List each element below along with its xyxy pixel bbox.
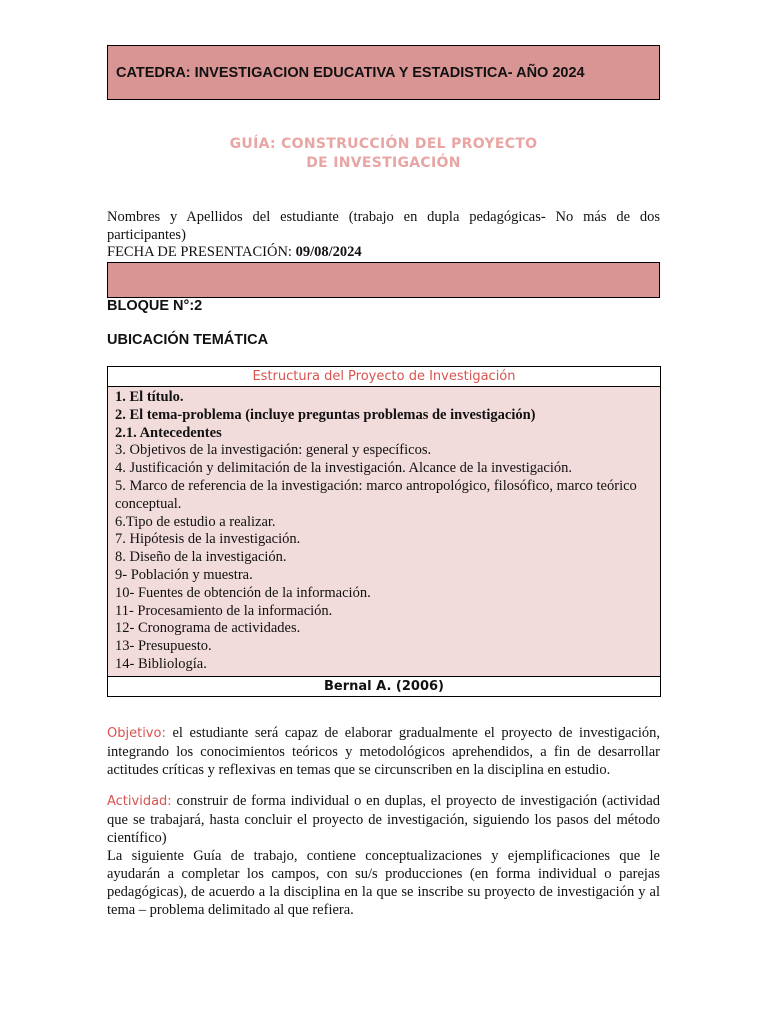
structure-item: 5. Marco de referencia de la investigación: marco antropológico, filosófico, marco teórico conceptual. <box>115 477 637 512</box>
course-title: CATEDRA: INVESTIGACION EDUCATIVA Y ESTADISTICA- AÑO 2024 <box>116 64 585 81</box>
student-name-label: Nombres y Apellidos del estudiante (trabajo en dupla pedagógicas- No más de dos participantes) <box>107 209 660 243</box>
structure-item: 13- Presupuesto. <box>115 638 212 655</box>
presentation-date <box>107 243 660 261</box>
structure-item: 6.Tipo de estudio a realizar. <box>115 513 276 530</box>
structure-item: 9- Población y muestra. <box>115 566 253 583</box>
structure-item: 1. El título. <box>115 389 184 405</box>
student-name-field[interactable] <box>107 262 660 298</box>
activity-label: Actividad: <box>107 794 172 809</box>
thematic-location-heading: UBICACIÓN TEMÁTICA <box>107 332 269 348</box>
structure-table-source: Bernal A. (2006) <box>108 676 660 696</box>
activity-text: construir de forma individual o en duplas, el proyecto de investigación (actividad que se trabajará, hasta concluir el proyecto de investigación, siguiendo los pasos del método científico) <box>107 793 660 846</box>
structure-item: 7. Hipótesis de la investigación. <box>115 531 301 548</box>
block-number: BLOQUE N°:2 <box>107 298 203 314</box>
presentation-date-label: FECHA DE PRESENTACIÓN: <box>107 244 296 260</box>
structure-item: 2.1. Antecedentes <box>115 424 222 441</box>
structure-item: 11- Procesamiento de la información. <box>115 602 333 619</box>
objective-label: Objetivo: <box>107 726 166 741</box>
course-header <box>107 45 660 100</box>
activity-line <box>107 792 660 847</box>
structure-item: 14- Bibliología. <box>115 655 207 672</box>
structure-item: 2. El tema-problema (incluye preguntas problemas de investigación) <box>115 406 536 423</box>
activity-guide-text: La siguiente Guía de trabajo, contiene conceptualizaciones y ejemplificaciones que le ayudarán a completar los campos, con su/s producciones (en forma individual o parejas pedagógicas), de acuerdo a la disciplina en la que se inscribe su proyecto de investigación y al tema – problema delimitado al que refiera. <box>107 848 660 918</box>
structure-table-title: Estructura del Proyecto de Investigación <box>108 367 660 387</box>
structure-item: 12- Cronograma de actividades. <box>115 620 301 637</box>
guide-title-line-1: GUÍA: CONSTRUCCIÓN DEL PROYECTO <box>229 136 538 152</box>
structure-item: 8. Diseño de la investigación. <box>115 549 287 566</box>
structure-table-body <box>108 387 660 676</box>
structure-item: 3. Objetivos de la investigación: general y específicos. <box>115 442 432 459</box>
project-structure-table <box>107 366 661 697</box>
guide-title <box>107 135 660 173</box>
objective-paragraph <box>107 724 660 779</box>
objective-text: el estudiante será capaz de elaborar gradualmente el proyecto de investigación, integrando los conocimientos teóricos y metodológicos aprehendidos, a fin de desarrollar actitudes críticas y reflexivas en temas que se circunscriben en la disciplina en estudio. <box>107 725 660 778</box>
activity-paragraph <box>107 792 660 919</box>
structure-item: 10- Fuentes de obtención de la información. <box>115 584 371 601</box>
presentation-date-value: 09/08/2024 <box>295 244 362 260</box>
guide-title-line-2: DE INVESTIGACIÓN <box>306 155 461 171</box>
structure-item: 4. Justificación y delimitación de la investigación. Alcance de la investigación. <box>115 460 573 477</box>
